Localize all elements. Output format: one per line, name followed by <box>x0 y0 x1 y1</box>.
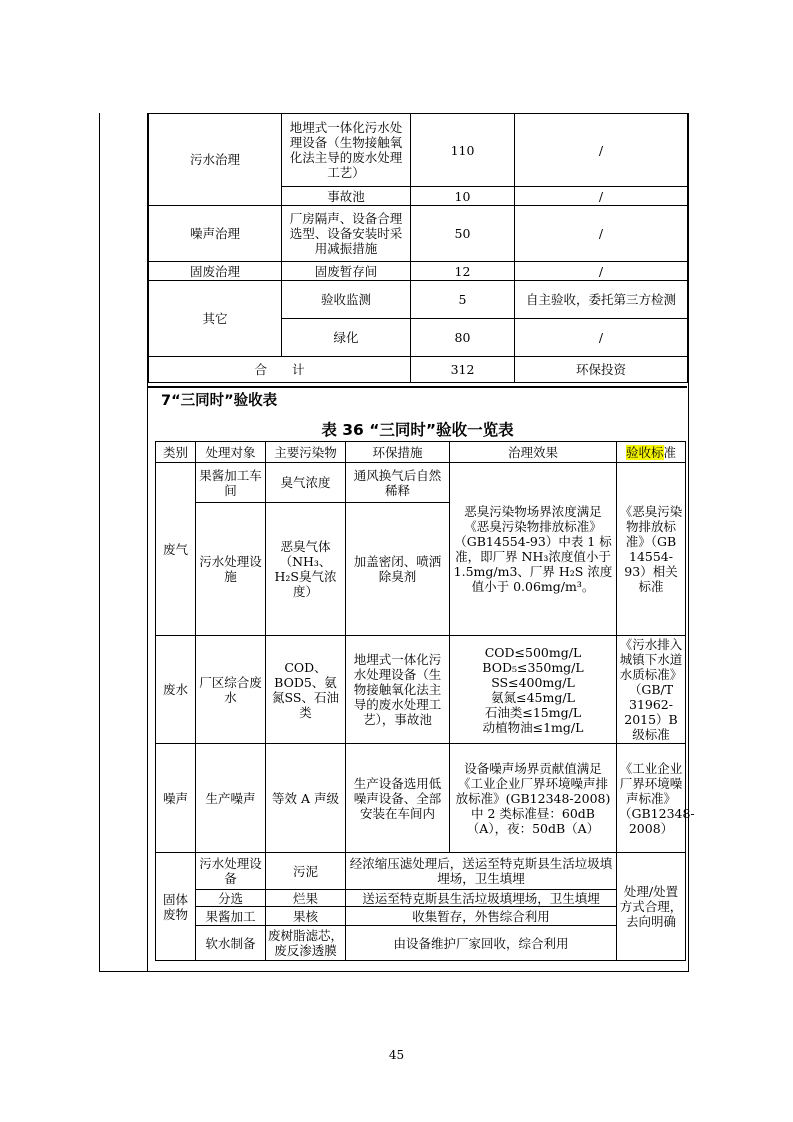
pollutant-cell: 烂果 <box>266 890 346 907</box>
header-category: 类别 <box>156 442 196 463</box>
item-cell: 绿化 <box>282 319 411 357</box>
note-cell: / <box>515 187 688 206</box>
header-object: 处理对象 <box>196 442 266 463</box>
category-cell: 废气 <box>156 463 196 636</box>
object-cell: 污水处理设施 <box>196 503 266 636</box>
limit-line: SS≤400mg/L <box>491 674 575 690</box>
standard-cell: 《污水排入城镇下水道水质标准》（GB/T 31962-2015）B 级标准 <box>617 636 686 744</box>
object-cell: 污水处理设备 <box>196 853 266 890</box>
header-effect: 治理效果 <box>450 442 617 463</box>
effect-cell: 设备噪声场界贡献值满足《工业企业厂界环境噪声排放标准》(GB12348-2008) 中 2 类标准昼：60dB（A），夜：50dB（A） <box>450 744 617 853</box>
category-cell: 废水 <box>156 636 196 744</box>
table-row <box>156 926 686 961</box>
table-row <box>156 744 686 853</box>
category-cell: 噪声 <box>156 744 196 853</box>
header-pollutant: 主要污染物 <box>266 442 346 463</box>
highlighted-text: 验收标 <box>625 444 664 460</box>
item-cell: 验收监测 <box>282 281 411 319</box>
table-row <box>149 281 688 319</box>
limit-line: 动植物油≤1mg/L <box>482 719 584 735</box>
note-cell: / <box>515 114 688 187</box>
pollutant-cell: 恶臭气体（NH₃、H₂S臭气浓度） <box>266 503 346 636</box>
measure-cell: 经浓缩压滤处理后，送运至特克斯县生活垃圾填埋场，卫生填埋 <box>346 853 617 890</box>
category-cell: 固体废物 <box>156 853 196 961</box>
table-row <box>156 907 686 926</box>
object-cell: 软水制备 <box>196 926 266 961</box>
item-cell: 事故池 <box>282 187 411 206</box>
measure-cell: 通风换气后自然稀释 <box>346 463 450 503</box>
section-divider <box>148 386 687 388</box>
category-cell: 噪声治理 <box>149 206 282 262</box>
measure-cell: 送运至特克斯县生活垃圾填埋场，卫生填埋 <box>346 890 617 907</box>
pollutant-cell: 臭气浓度 <box>266 463 346 503</box>
limit-line: BOD₅≤350mg/L <box>482 659 584 675</box>
table-row <box>156 636 686 744</box>
table-caption: 表 36 “三同时”验收一览表 <box>321 421 514 439</box>
standard-cell: 处理/处置方式合理，去向明确 <box>617 853 686 961</box>
total-amount: 312 <box>411 357 515 383</box>
note-cell: 自主验收，委托第三方检测 <box>515 281 688 319</box>
total-label: 合 计 <box>149 357 411 383</box>
object-cell: 生产噪声 <box>196 744 266 853</box>
note-cell: / <box>515 319 688 357</box>
measure-cell: 地埋式一体化污水处理设备（生物接触氧化法主导的废水处理工艺），事故池 <box>346 636 450 744</box>
standard-cell: 《工业企业厂界环境噪声标准》（GB12348-2008） <box>617 744 686 853</box>
amount-cell: 110 <box>411 114 515 187</box>
item-cell: 固废暂存间 <box>282 262 411 281</box>
amount-cell: 80 <box>411 319 515 357</box>
pollutant-cell: COD、BOD5、氨氮SS、石油类 <box>266 636 346 744</box>
pollutant-cell: 污泥 <box>266 853 346 890</box>
acceptance-table <box>155 441 695 961</box>
header-row <box>156 442 686 463</box>
measure-cell: 由设备维护厂家回收，综合利用 <box>346 926 617 961</box>
effect-cell <box>450 636 617 744</box>
item-cell: 厂房隔声、设备合理选型、设备安装时采用减振措施 <box>282 206 411 262</box>
object-cell: 果酱加工 <box>196 907 266 926</box>
limit-line: 石油类≤15mg/L <box>484 704 582 720</box>
object-cell: 果酱加工车间 <box>196 463 266 503</box>
header-measure: 环保措施 <box>346 442 450 463</box>
category-cell: 固废治理 <box>149 262 282 281</box>
standard-cell: 《恶臭污染物排放标准》（GB 14554-93）相关标准 <box>617 463 686 636</box>
total-row <box>149 357 688 383</box>
table-row <box>149 206 688 262</box>
object-cell: 分选 <box>196 890 266 907</box>
investment-table <box>148 113 688 383</box>
object-cell: 厂区综合废水 <box>196 636 266 744</box>
limit-line: 氨氮≤45mg/L <box>491 689 575 705</box>
total-note: 环保投资 <box>515 357 688 383</box>
page-number: 45 <box>388 1048 405 1062</box>
table-row <box>156 890 686 907</box>
section-heading: 7“三同时”验收表 <box>161 393 278 409</box>
measure-cell: 加盖密闭、喷洒除臭剂 <box>346 503 450 636</box>
pollutant-cell: 果核 <box>266 907 346 926</box>
measure-cell: 生产设备选用低噪声设备、全部安装在车间内 <box>346 744 450 853</box>
table-row <box>156 463 686 503</box>
note-cell: / <box>515 262 688 281</box>
note-cell: / <box>515 206 688 262</box>
table-row <box>149 262 688 281</box>
amount-cell: 12 <box>411 262 515 281</box>
item-cell: 地埋式一体化污水处理设备（生物接触氧化法主导的废水处理工艺） <box>282 114 411 187</box>
category-cell: 其它 <box>149 281 282 357</box>
limit-line: COD≤500mg/L <box>484 644 582 660</box>
amount-cell: 50 <box>411 206 515 262</box>
category-cell: 污水治理 <box>149 114 282 206</box>
header-standard <box>617 442 686 463</box>
table-row <box>149 114 688 187</box>
amount-cell: 10 <box>411 187 515 206</box>
pollutant-cell: 等效 A 声级 <box>266 744 346 853</box>
measure-cell: 收集暂存，外售综合利用 <box>346 907 617 926</box>
effect-cell: 恶臭污染物场界浓度满足《恶臭污染物排放标准》（GB14554-93）中表 1 标准，即厂界 NH₃浓度值小于 1.5mg/m3、厂界 H₂S 浓度值小于 0.06mg/m³。 <box>450 463 617 636</box>
pollutant-cell: 废树脂滤芯，废反渗透膜 <box>266 926 346 961</box>
header-standard-rest: 准 <box>663 444 677 460</box>
table-row <box>156 853 686 890</box>
amount-cell: 5 <box>411 281 515 319</box>
